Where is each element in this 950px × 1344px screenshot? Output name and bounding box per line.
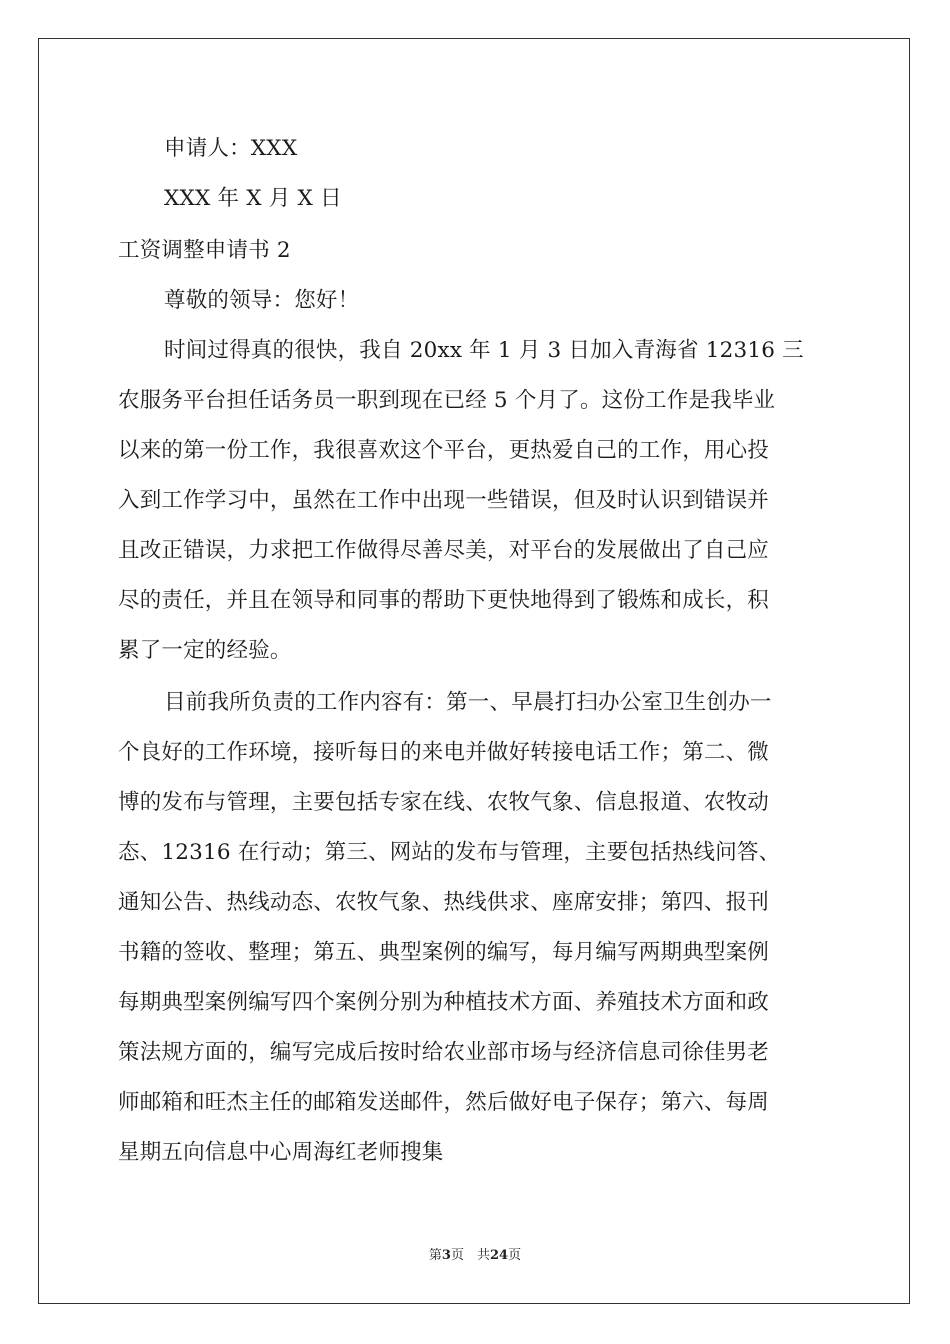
greeting: 尊敬的领导：您好！ [164, 288, 360, 313]
total-page-count: 24 [489, 1248, 509, 1263]
current-page-number: 3 [441, 1248, 451, 1263]
paragraph-line: 累了一定的经验。 [118, 638, 292, 663]
date-line: XXX 年 X 月 X 日 [164, 186, 342, 211]
paragraph-line: 书籍的签收、整理；第五、典型案例的编写，每月编写两期典型案例 [118, 940, 770, 965]
page-footer [0, 1244, 950, 1263]
paragraph-line: 农服务平台担任话务员一职到现在已经 5 个月了。这份工作是我毕业 [118, 388, 776, 413]
paragraph-line: 时间过得真的很快，我自 20xx 年 1 月 3 日加入青海省 12316 三 [164, 338, 804, 363]
paragraph-line: 师邮箱和旺杰主任的邮箱发送邮件，然后做好电子保存；第六、每周 [118, 1090, 770, 1115]
paragraph-line: 通知公告、热线动态、农牧气象、热线供求、座席安排；第四、报刊 [118, 890, 770, 915]
paragraph-line: 入到工作学习中，虽然在工作中出现一些错误，但及时认识到错误并 [118, 488, 770, 513]
page-suffix: 页 [508, 1248, 522, 1263]
document-title: 工资调整申请书 2 [118, 238, 291, 263]
page-prefix: 第 [428, 1248, 442, 1263]
paragraph-line: 尽的责任，并且在领导和同事的帮助下更快地得到了锻炼和成长，积 [118, 588, 770, 613]
paragraph-line: 以来的第一份工作，我很喜欢这个平台，更热爱自己的工作，用心投 [118, 438, 770, 463]
page-separator: 页 共 [450, 1248, 490, 1263]
paragraph-line: 星期五向信息中心周海红老师搜集 [118, 1140, 444, 1165]
applicant-line: 申请人：XXX [164, 136, 298, 161]
paragraph-line: 态、12316 在行动；第三、网站的发布与管理，主要包括热线问答、 [118, 840, 781, 865]
paragraph-line: 且改正错误，力求把工作做得尽善尽美，对平台的发展做出了自己应 [118, 538, 770, 563]
paragraph-line: 每期典型案例编写四个案例分别为种植技术方面、养殖技术方面和政 [118, 990, 770, 1015]
paragraph-line: 策法规方面的，编写完成后按时给农业部市场与经济信息司徐佳男老 [118, 1040, 770, 1065]
paragraph-line: 个良好的工作环境，接听每日的来电并做好转接电话工作；第二、微 [118, 740, 770, 765]
paragraph-line: 博的发布与管理，主要包括专家在线、农牧气象、信息报道、农牧动 [118, 790, 770, 815]
paragraph-line: 目前我所负责的工作内容有：第一、早晨打扫办公室卫生创办一 [164, 690, 772, 715]
